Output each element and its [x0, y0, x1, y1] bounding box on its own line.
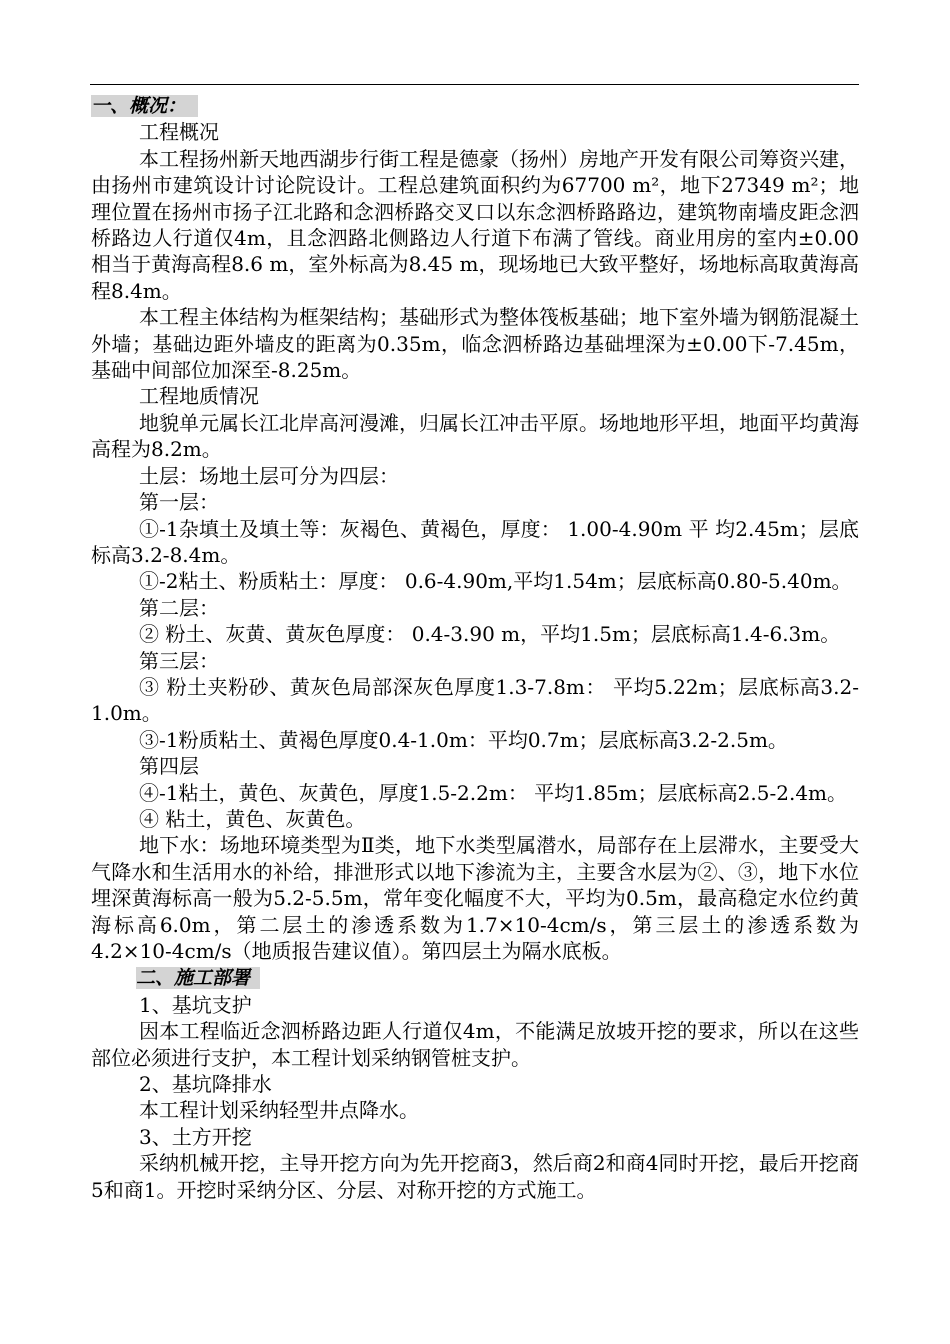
- paragraph: ①-1杂填土及填土等：灰褐色、黄褐色，厚度： 1.00-4.90m 平 均2.45m；层底标高3.2-8.4m。: [91, 516, 859, 567]
- paragraph: 地貌单元属长江北岸高河漫滩，归属长江冲击平原。场地地形平坦，地面平均黄海高程为8.2m。: [91, 410, 859, 462]
- paragraph: 地下水：场地环境类型为Ⅱ类，地下水类型属潜水，局部存在上层滞水，主要受大气降水和生活用水的补给，排泄形式以地下渗流为主，主要含水层为②、③，地下水位埋深黄海标高一般为5.2-5.5m，常年变化幅度不大，平均为0.5m，最高稳定水位约黄海标高6.0m，第二层土的渗透系数为1.7×10-4cm/s，第三层土的渗透系数为4.2×10-4cm/s（地质报告建议值）。第四层土为隔水底板。: [91, 833, 859, 963]
- paragraph: ③ 粉土夹粉砂、黄灰色局部深灰色厚度1.3-7.8m： 平均5.22m；层底标高3.2-1.0m。: [91, 674, 859, 726]
- paragraph: 工程地质情况: [139, 384, 259, 409]
- header-rule: [90, 84, 859, 85]
- paragraph: ④ 粘土，黄色、灰黄色。: [139, 806, 366, 831]
- paragraph: 本工程计划采纳轻型井点降水。: [139, 1098, 419, 1123]
- paragraph: ①-2粘土、粉质粘土：厚度： 0.6-4.90m,平均1.54m；层底标高0.80-5.40m。: [139, 569, 852, 594]
- section-heading-deployment: [91, 964, 859, 991]
- paragraph: 土层：场地土层可分为四层：: [139, 463, 399, 488]
- paragraph: 2、基坑降排水: [139, 1072, 272, 1097]
- document-body: [91, 92, 859, 1203]
- section-heading-deployment-text: 二、施工部署: [136, 967, 260, 989]
- paragraph: 工程概况: [139, 120, 219, 145]
- paragraph: 本工程扬州新天地西湖步行街工程是德豪（扬州）房地产开发有限公司筹资兴建，由扬州市建筑设计讨论院设计。工程总建筑面积约为67700 m²，地下27349 m²；地理位置在扬州市扬子江北路和念泗桥路交叉口以东念泗桥路路边，建筑物南墙皮距念泗桥路边人行道仅4m，且念泗路北侧路边人行道下布满了管线。商业用房的室内±0.00相当于黄海高程8.6 m，室外标高为8.45 m，现场地已大致平整好，场地标高取黄海高程8.4m。: [91, 146, 859, 303]
- paragraph: 因本工程临近念泗桥路边距人行道仅4m，不能满足放坡开挖的要求，所以在这些部位必须进行支护，本工程计划采纳钢管桩支护。: [91, 1019, 859, 1070]
- paragraph: 第二层：: [139, 595, 219, 620]
- paragraph: 第一层：: [139, 490, 219, 515]
- paragraph: 1、基坑支护: [139, 992, 252, 1017]
- paragraph: 本工程主体结构为框架结构；基础形式为整体筏板基础；地下室外墙为钢筋混凝土外墙；基础边距外墙皮的距离为0.35m，临念泗桥路边基础埋深为±0.00下-7.45m，基础中间部位加深至-8.25m。: [91, 305, 859, 383]
- paragraph: 第三层：: [139, 648, 219, 673]
- paragraph: ④-1粘土，黄色、灰黄色，厚度1.5-2.2m： 平均1.85m；层底标高2.5-2.4m。: [139, 780, 848, 805]
- paragraph: 3、土方开挖: [139, 1124, 252, 1149]
- paragraph: ③-1粉质粘土、黄褐色厚度0.4-1.0m：平均0.7m；层底标高3.2-2.5m。: [139, 727, 788, 752]
- section-heading-overview-text: 一、概况：: [91, 95, 198, 117]
- paragraph: 第四层: [139, 754, 199, 779]
- paragraph: 采纳机械开挖，主导开挖方向为先开挖商3，然后商2和商4同时开挖，最后开挖商5和商1。开挖时采纳分区、分层、对称开挖的方式施工。: [91, 1151, 859, 1202]
- paragraph: ② 粉土、灰黄、黄灰色厚度： 0.4-3.90 m，平均1.5m；层底标高1.4-6.3m。: [139, 622, 841, 647]
- section-heading-overview: [91, 92, 859, 119]
